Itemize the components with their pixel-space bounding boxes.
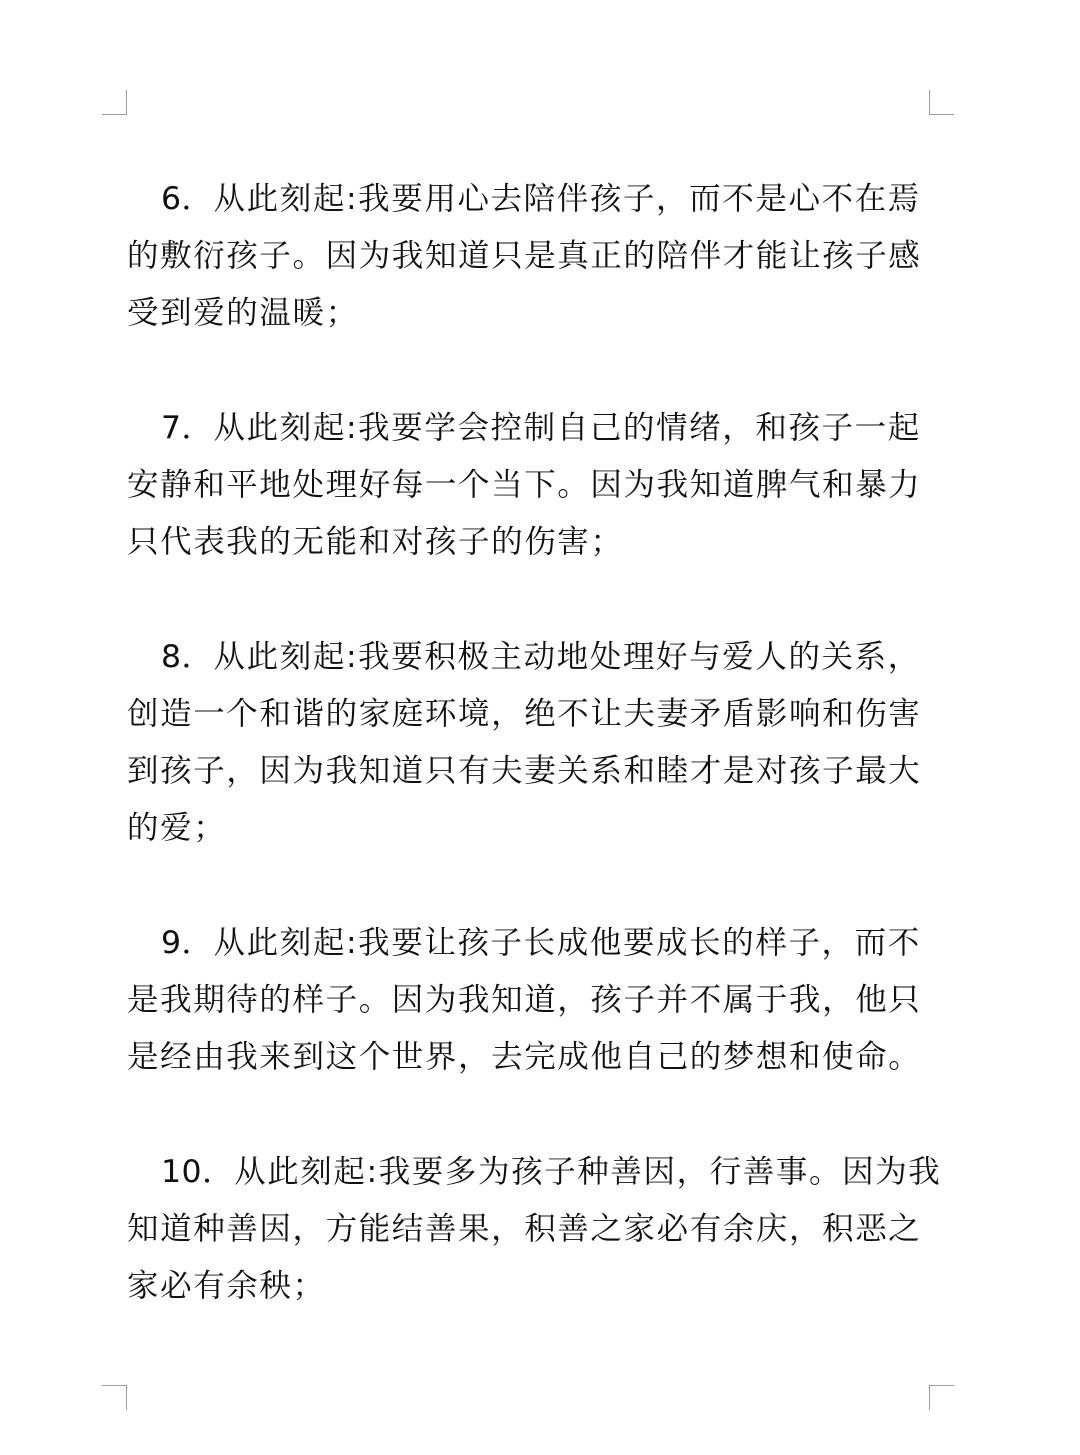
paragraph-number: 8． [161, 639, 214, 675]
paragraph-text: 从此刻起:我要积极主动地处理好与爱人的关系，创造一个和谐的家庭环境，绝不让夫妻矛盾影响和伤害到孩子，因为我知道只有夫妻关系和睦才是对孩子最大的爱； [127, 639, 922, 846]
paragraph-10 [127, 1144, 953, 1315]
page-corner-mark-top-right [929, 90, 954, 115]
paragraph-text: 从此刻起:我要多为孩子种善因，行善事。因为我知道种善因，方能结善果，积善之家必有余庆，积恶之家必有余秧； [127, 1154, 942, 1304]
paragraph-text: 从此刻起:我要用心去陪伴孩子，而不是心不在焉的敷衍孩子。因为我知道只是真正的陪伴才能让孩子感受到爱的温暖； [127, 181, 922, 331]
paragraph-8 [127, 629, 953, 857]
paragraph-7 [127, 400, 953, 571]
paragraph-number: 6． [161, 181, 214, 217]
page-corner-mark-bottom-right [929, 1385, 954, 1410]
paragraph-text: 从此刻起:我要学会控制自己的情绪，和孩子一起安静和平地处理好每一个当下。因为我知道脾气和暴力只代表我的无能和对孩子的伤害； [127, 410, 922, 560]
paragraph-9 [127, 915, 953, 1086]
paragraph-number: 9． [161, 925, 214, 961]
paragraph-number: 10． [161, 1154, 235, 1190]
paragraph-text: 从此刻起:我要让孩子长成他要成长的样子，而不是我期待的样子。因为我知道，孩子并不属于我，他只是经由我来到这个世界，去完成他自己的梦想和使命。 [127, 925, 922, 1075]
page-corner-mark-top-left [102, 90, 127, 115]
document-body [127, 171, 953, 1373]
paragraph-6 [127, 171, 953, 342]
page-corner-mark-bottom-left [102, 1385, 127, 1410]
paragraph-number: 7． [161, 410, 214, 446]
